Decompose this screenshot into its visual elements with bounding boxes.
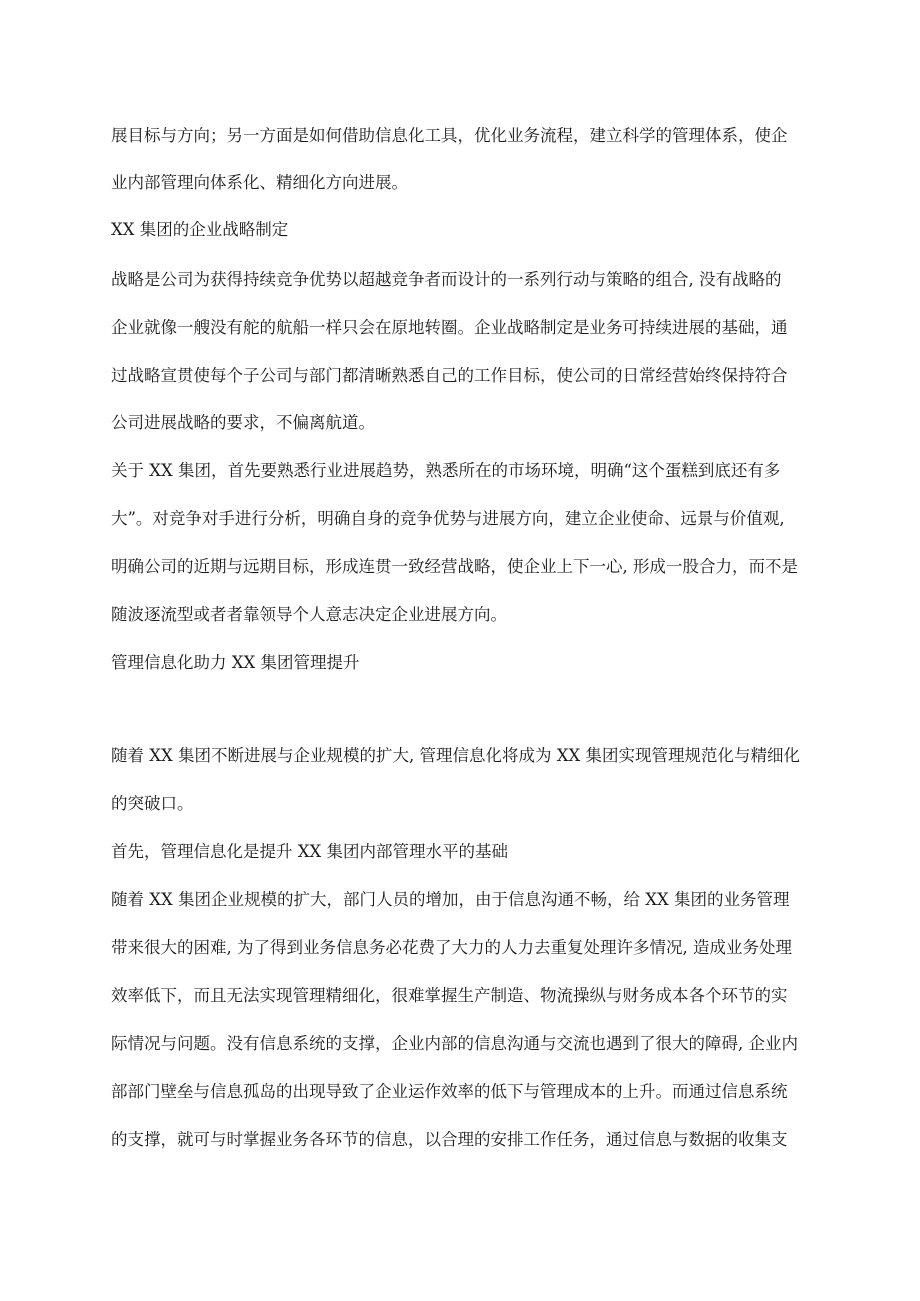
paragraph-line: 的突破口。 [111, 794, 194, 813]
paragraph-line: 部部门壁垒与信息孤岛的出现导致了企业运作效率的低下与管理成本的上升。而通过信息系统 [111, 1082, 788, 1101]
section-heading: 首先，管理信息化是提升 XX 集团内部管理水平的基础 [111, 842, 508, 861]
paragraph-line: 展目标与方向；另一方面是如何借助信息化工具，优化业务流程，建立科学的管理体系，使企 [111, 126, 788, 145]
paragraph-line: 大”。对竞争对手进行分析，明确自身的竞争优势与进展方向，建立企业使命、远景与价值观, [111, 509, 785, 528]
paragraph-line: 企业就像一艘没有舵的航船一样只会在原地转圈。企业战略制定是业务可持续进展的基础，通 [111, 318, 788, 337]
paragraph-line: 关于 XX 集团，首先要熟悉行业进展趋势，熟悉所在的市场环境，明确“这个蛋糕到底还有多 [111, 461, 781, 480]
paragraph-line: 随波逐流型或者者靠领导个人意志决定企业进展方向。 [111, 605, 507, 624]
section-heading: 管理信息化助力 XX 集团管理提升 [111, 653, 360, 672]
paragraph-line: 效率低下，而且无法实现管理精细化，很难掌握生产制造、物流操纵与财务成本各个环节的实 [111, 986, 788, 1005]
paragraph-line: 过战略宣贯使每个子公司与部门都清晰熟悉自己的工作目标，使公司的日常经营始终保持符合 [111, 366, 788, 385]
paragraph-line: 公司进展战略的要求，不偏离航道。 [111, 413, 375, 432]
paragraph-line: 的支撑，就可与时掌握业务各环节的信息，以合理的安排工作任务，通过信息与数据的收集支 [111, 1130, 788, 1149]
paragraph-line: 业内部管理向体系化、精细化方向进展。 [111, 173, 408, 192]
paragraph-line: 随着 XX 集团企业规模的扩大，部门人员的增加，由于信息沟通不畅，给 XX 集团的业务管理 [111, 890, 790, 909]
paragraph-line: 明确公司的近期与远期目标，形成连贯一致经营战略，使企业上下一心, 形成一股合力，而不是 [111, 557, 798, 576]
section-heading: XX 集团的企业战略制定 [111, 220, 289, 239]
paragraph-line: 随着 XX 集团不断进展与企业规模的扩大, 管理信息化将成为 XX 集团实现管理规范化与精细化 [111, 746, 800, 765]
paragraph-line: 际情况与问题。没有信息系统的支撑，企业内部的信息沟通与交流也遇到了很大的障碍, 企业内 [111, 1034, 798, 1053]
paragraph-line: 战略是公司为获得持续竞争优势以超越竞争者而设计的一系列行动与策略的组合, 没有战略的 [111, 270, 782, 289]
paragraph-line: 带来很大的困难, 为了得到业务信息务必花费了大力的人力去重复处理许多情况, 造成业务处理 [111, 938, 792, 957]
